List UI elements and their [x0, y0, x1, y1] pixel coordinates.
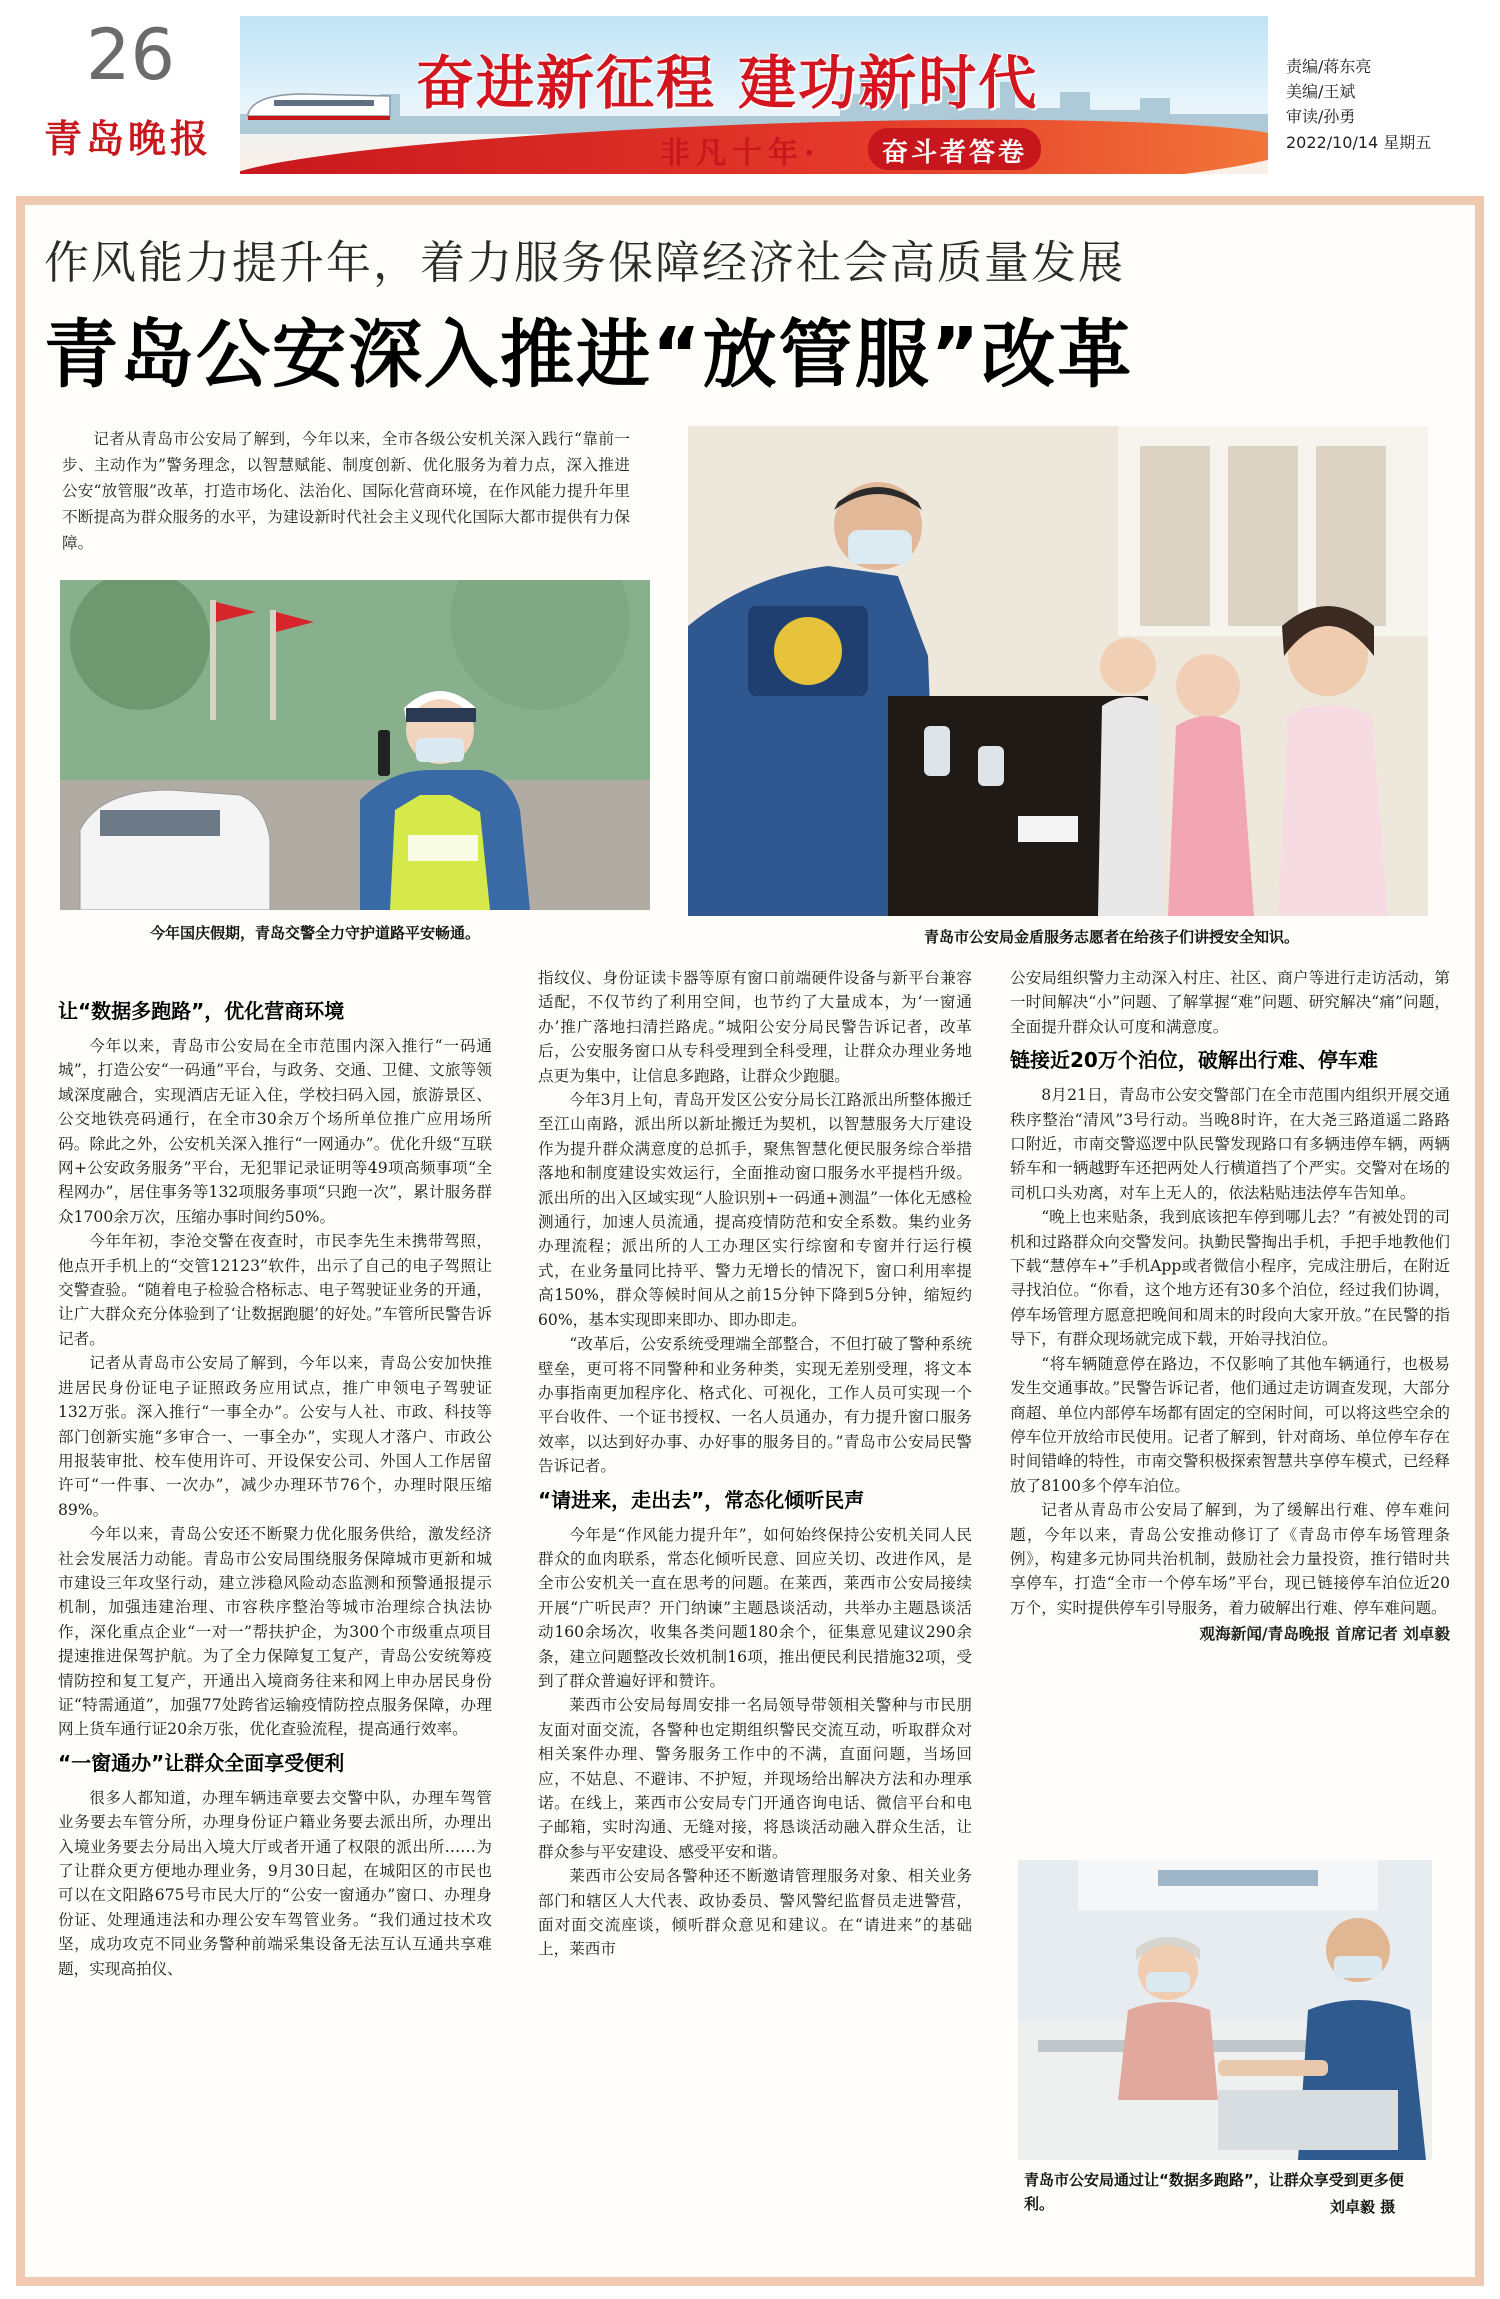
page-number: 26 — [86, 14, 176, 96]
article-column-1 — [58, 990, 492, 1981]
art-editor: 美编/王斌 — [1286, 82, 1356, 101]
paragraph: 莱西市公安局各警种还不断邀请管理服务对象、相关业务部门和辖区人大代表、政协委员、警风警纪监督员走进警营，面对面交流座谈，倾听群众意见和建议。在“请进来”的基础上，莱西市 — [538, 1867, 972, 1959]
newspaper-name: 青岛晚报 — [44, 116, 213, 161]
volunteer-children-illustration — [688, 426, 1428, 916]
high-speed-train-graphic — [244, 86, 394, 126]
section-heading-data-run: 让“数据多跑路”，优化营商环境 — [58, 999, 345, 1023]
paragraph: 今年以来，青岛公安还不断聚力优化服务供给，激发经济社会发展活力动能。青岛市公安局围绕服务保障城市更新和城市建设三年攻坚行动，建立涉稳风险动态监测和预警通报提示机制，加强违建治理、市容秩序整治等城市治理综合执法协作，深化重点企业“一对一”帮扶护企，为300个市级重点项目提速推进保驾护航。为了全力保障复工复产，青岛公安统筹疫情防控和复工复产，开通出入境商务往来和网上申办居民身份证“特需通道”，加强77处跨省运输疫情防控点服务保障，办理网上货车通行证20余万张，优化查验流程，提高通行效率。 — [58, 1525, 492, 1739]
paragraph: 很多人都知道，办理车辆违章要去交警中队，办理车驾管业务要去车管分所，办理身份证户籍业务要去派出所，办理出入境业务要去分局出入境大厅或者开通了权限的派出所……为了让群众更方便地办理业务，9月30日起，在城阳区的市民也可以在文阳路675号市民大厅的“公安一窗通办”窗口、办理身份证、处理通违法和办理公安车驾管业务。“我们通过技术攻坚，成功攻克不同业务警种前端采集设备无法互认互通共享难题，实现高拍仪、 — [58, 1788, 492, 1978]
editor-credits — [1286, 54, 1371, 129]
article-byline: 观海新闻/青岛晚报 首席记者 刘卓毅 — [1199, 1625, 1450, 1644]
paragraph: 今年是“作风能力提升年”，如何始终保持公安机关同人民群众的血肉联系，常态化倾听民意、回应关切、改进作风，是全市公安机关一直在思考的问题。在莱西，莱西市公安局接续开展“广听民声？开门纳谏”主题恳谈活动，共举办主题恳谈活动160余场次，收集各类问题180余个，征集意见建议290余条，建立问题整改长效机制16项，推出便民利民措施32项，受到了群众普遍好评和赞许。 — [538, 1525, 972, 1690]
traffic-police-illustration — [60, 580, 650, 910]
service-window-illustration — [1018, 1860, 1432, 2160]
chief-editor: 责编/蒋东亮 — [1286, 57, 1372, 76]
paragraph: 今年年初，李沧交警在夜查时，市民李先生未携带驾照，他点开手机上的“交管12123”软件，出示了自己的电子驾照让交警查验。“随着电子检验合格标志、电子驾驶证业务的开通，让广大群众充分体验到了‘让数据跑腿’的好处。”车管所民警告诉记者。 — [58, 1232, 492, 1348]
article-lead: 记者从青岛市公安局了解到，今年以来，全市各级公安机关深入践行“靠前一步、主动作为”警务理念，以智慧赋能、制度创新、优化服务为着力点，深入推进公安“放管服”改革，打造市场化、法治化、国际化营商环境，在作风能力提升年里不断提高为群众服务的水平，为建设新时代社会主义现代化国际大都市提供有力保障。 — [62, 430, 630, 552]
traffic-police-photo — [60, 580, 650, 910]
paragraph: “晚上也来贴条，我到底该把车停到哪儿去？”有被处罚的司机和过路群众向交警发问。执勤民警掏出手机，手把手地教他们下载“慧停车+”手机App或者微信小程序，完成注册后，在附近寻找泊位。“你看，这个地方还有30多个泊位，经过我们协调，停车场管理方愿意把晚间和周末的时段向大家开放。”在民警的指导下，有群众现场就完成下载，开始寻找泊位。 — [1010, 1208, 1450, 1349]
paragraph: “改革后，公安系统受理端全部整合，不但打破了警种系统壁垒，更可将不同警种和业务种类，实现无差别受理，将文本办事指南更加程序化、格式化、可视化，工作人员可实现一个平台收件、一个证书授权、一名人员通办，有力提升窗口服务效率，以达到好办事、办好事的服务目的。”青岛市公安局民警告诉记者。 — [538, 1335, 972, 1476]
banner-tag: 奋斗者答卷 — [868, 128, 1041, 170]
section-heading-listen: “请进来，走出去”，常态化倾听民声 — [538, 1487, 865, 1512]
paragraph: 公安局组织警力主动深入村庄、社区、商户等进行走访活动，第一时间解决“小”问题、了解掌握“难”问题、研究解决“痛”问题，全面提升群众认可度和满意度。 — [1010, 969, 1450, 1036]
paragraph: 8月21日，青岛市公安交警部门在全市范围内组织开展交通秩序整治“清风”3号行动。当晚8时许，在大尧三路道遥二路路口附近，市南交警巡逻中队民警发现路口有多辆违停车辆，两辆轿车和一辆越野车还把两处人行横道挡了个严实。交警对在场的司机口头劝离，对车上无人的，依法粘贴违法停车告知单。 — [1010, 1086, 1450, 1202]
traffic-police-caption: 今年国庆假期，青岛交警全力守护道路平安畅通。 — [150, 924, 481, 942]
volunteer-children-photo — [688, 426, 1428, 916]
service-window-caption: 青岛市公安局通过让“数据多跑路”，让群众享受到更多便利。 — [1024, 2171, 1404, 2213]
paragraph: 记者从青岛市公安局了解到，为了缓解出行难、停车难问题，今年以来，青岛公安推动修订了《青岛市停车场管理条例》，构建多元协同共治机制，鼓励社会力量投资，推行错时共享停车，打造“全市一个停车场”平台，现已链接停车泊位近20万个，实时提供停车引导服务，着力破解出行难、停车难问题。 — [1010, 1501, 1450, 1617]
article-column-3 — [1010, 966, 1450, 1647]
photo-credit: 刘卓毅 摄 — [1330, 2198, 1396, 2216]
section-heading-parking: 链接近20万个泊位，破解出行难、停车难 — [1010, 1048, 1378, 1073]
banner-subtitle: 非凡十年· — [660, 136, 821, 171]
publication-date: 2022/10/14 星期五 — [1286, 133, 1432, 152]
article-column-2 — [538, 966, 972, 1962]
paragraph: 今年3月上旬，青岛开发区公安分局长江路派出所整体搬迁至江山南路，派出所以新址搬迁为契机，以智慧服务大厅建设作为提升群众满意度的总抓手，聚焦智慧化便民服务综合举措落地和制度建设实效运行，全面推动窗口服务水平提档升级。派出所的出入区域实现“人脸识别+一码通+测温”一体化无感检测通行，加速人员流通，提高疫情防范和安全系数。集约业务办理流程；派出所的人工办理区实行综窗和专窗并行运行模式，在业务量同比持平、警力无增长的情况下，窗口利用率提高150%，群众等候时间从之前15分钟下降到5分钟，缩短约60%，基本实现即来即办、即办即走。 — [538, 1091, 972, 1329]
banner-title: 奋进新征程 建功新时代 — [416, 49, 1039, 117]
service-window-photo — [1018, 1860, 1432, 2160]
volunteer-children-caption: 青岛市公安局金盾服务志愿者在给孩子们讲授安全知识。 — [924, 928, 1300, 946]
proofreader: 审读/孙勇 — [1286, 107, 1356, 126]
paragraph: 莱西市公安局每周安排一名局领导带领相关警种与市民朋友面对面交流，各警种也定期组织警民交流互动，听取群众对相关案件办理、警务服务工作中的不满，直面问题，当场回应，不姑息、不避讳、不护短，并现场给出解决方法和办理承诺。在线上，莱西市公安局专门开通咨询电话、微信平台和电子邮箱，实时沟通、无缝对接，将恳谈活动融入群众生活，让群众参与平安建设、感受平安和谐。 — [538, 1696, 972, 1861]
paragraph: “将车辆随意停在路边，不仅影响了其他车辆通行，也极易发生交通事故。”民警告诉记者，他们通过走访调查发现，大部分商超、单位内部停车场都有固定的空闲时间，可以将这些空余的停车位开放给市民使用。记者了解到，针对商场、单位停车存在时间错峰的特性，市南交警积极探索智慧共享停车模式，已经释放了8100多个停车泊位。 — [1010, 1354, 1450, 1495]
column-banner — [240, 16, 1268, 174]
paragraph: 今年以来，青岛市公安局在全市范围内深入推行“一码通城”，打造公安“一码通”平台，与政务、交通、卫健、文旅等领域深度融合，实现酒店无证入住，学校扫码入园，旅游景区、公交地铁亮码通行，在全市30余万个场所单位推广应用场所码。除此之外，公安机关深入推行“一网通办”。优化升级“互联网+公安政务服务”平台，无犯罪记录证明等49项高频事项“全程网办”，居住事务等132项服务事项“只跑一次”，累计服务群众1700余万次，压缩办事时间约50%。 — [58, 1037, 492, 1226]
section-heading-one-window: “一窗通办”让群众全面享受便利 — [58, 1750, 345, 1775]
article-kicker: 作风能力提升年，着力服务保障经济社会高质量发展 — [44, 236, 1126, 289]
paragraph: 记者从青岛市公安局了解到，今年以来，青岛公安加快推进居民身份证电子证照政务应用试点，推广申领电子驾驶证132万张。深入推行“一事全办”。公安与人社、市政、科技等部门创新实施“多审合一、一事全办”，实现人才落户、市政公用报装审批、校车使用许可、开设保安公司、外国人工作居留许可“一件事、一次办”，减少办理环节76个，办理时限压缩89%。 — [58, 1354, 492, 1519]
paragraph: 指纹仪、身份证读卡器等原有窗口前端硬件设备与新平台兼容适配，不仅节约了利用空间，也节约了大量成本，为‘一窗通办’推广落地扫清拦路虎。”城阳公安分局民警告诉记者，改革后，公安服务窗口从专科受理到全科受理，让群众办理业务地点更为集中，让信息多跑路，让群众少跑腿。 — [538, 969, 972, 1085]
article-headline: 青岛公安深入推进“放管服”改革 — [44, 312, 1134, 398]
